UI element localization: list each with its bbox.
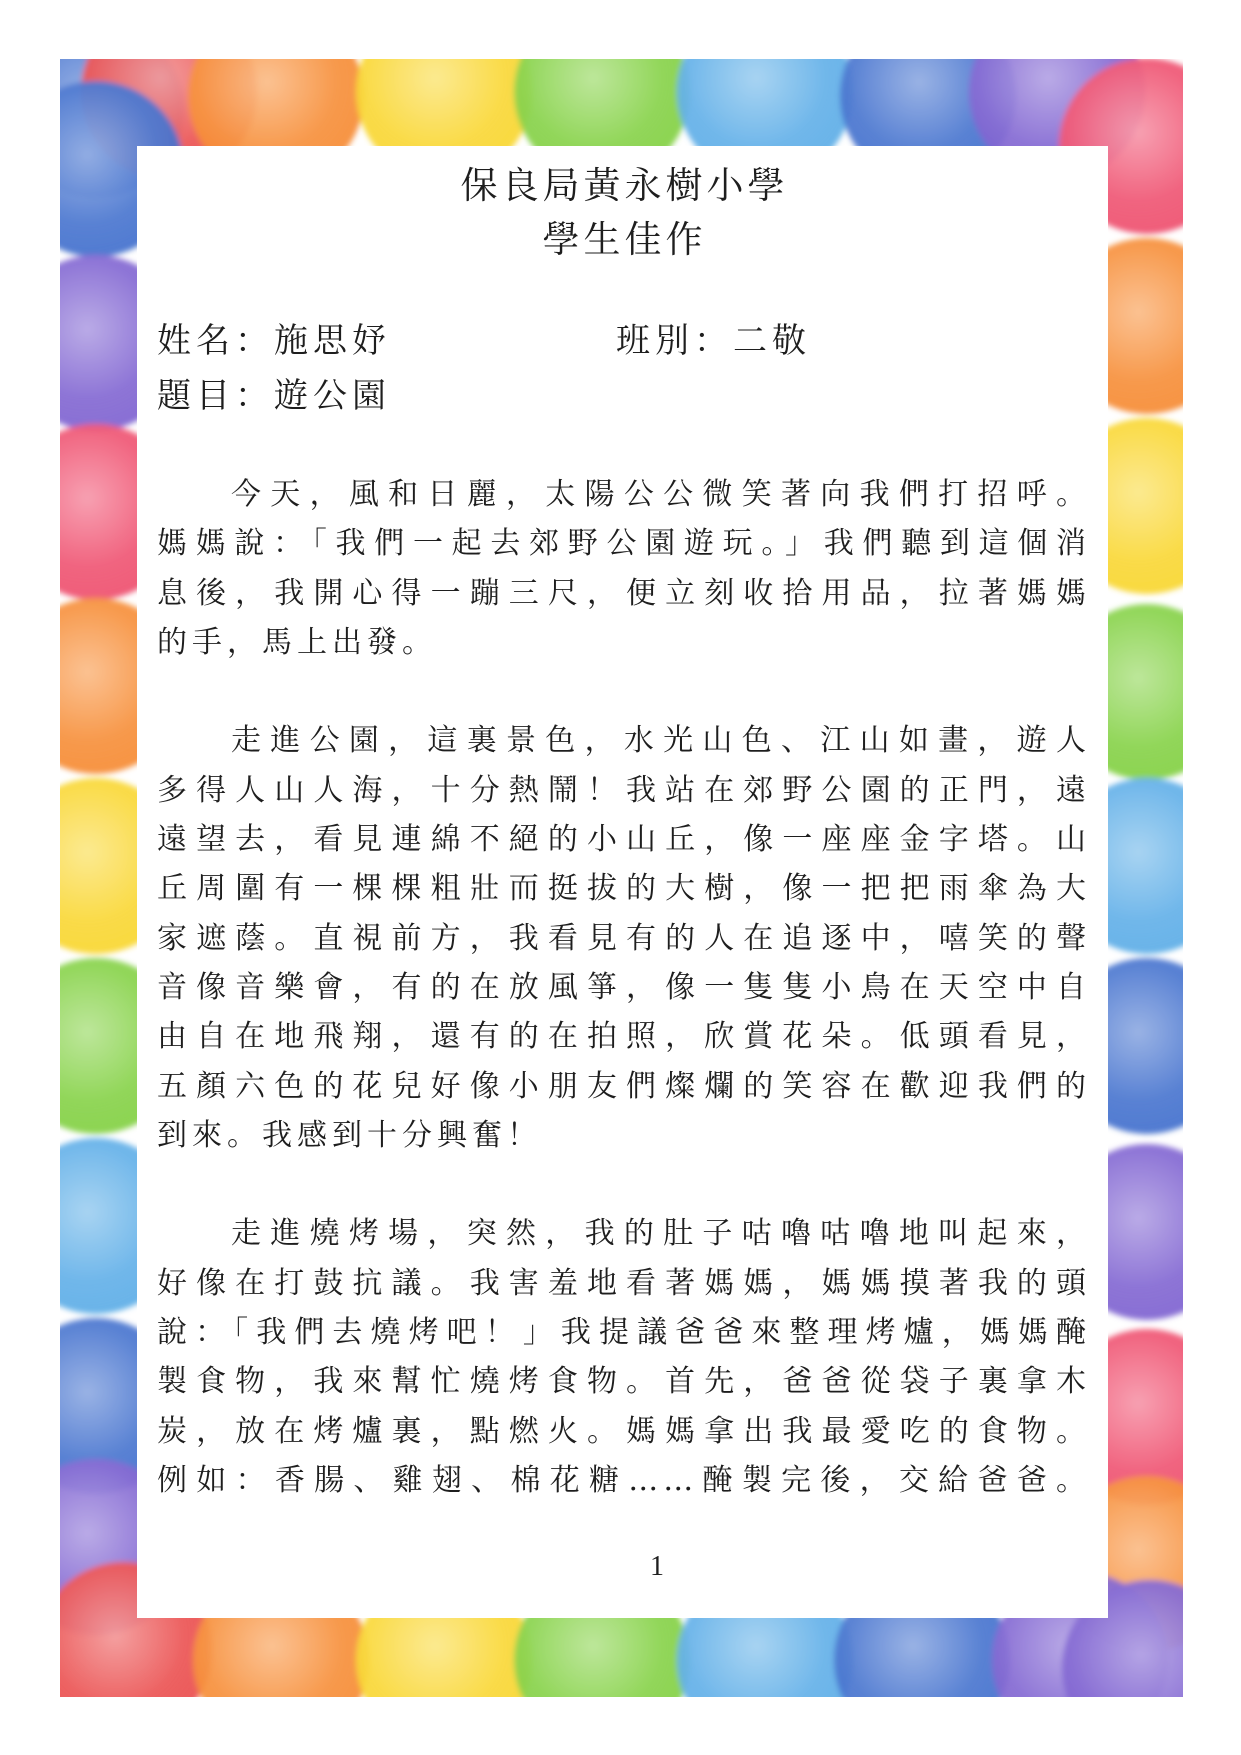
essay-line: 今天，風和日麗，太陽公公微笑著向我們打招呼。 [231,477,1091,512]
essay-line: 家遮蔭。直視前方，我看見有的人在追逐中，嘻笑的聲 [157,920,1091,956]
essay-line: 丘周圍有一棵棵粗壯而挺拔的大樹，像一把把雨傘為大 [157,871,1091,907]
essay-topic: 題目：遊公園 [157,376,391,416]
essay-line: 音像音樂會，有的在放風箏，像一隻隻小鳥在天空中自 [157,969,1091,1005]
essay-line: 遠望去，看見連綿不絕的小山丘，像一座座金字塔。山 [157,822,1091,858]
essay-line: 好像在打鼓抗議。我害羞地看著媽媽，媽媽摸著我的頭 [157,1265,1091,1301]
paragraph-3 [157,1209,1091,1505]
essay-line: 五顏六色的花兒好像小朋友們燦爛的笑容在歡迎我們的 [157,1068,1091,1104]
essay-line: 到來。我感到十分興奮！ [157,1117,542,1153]
essay-line: 走進公園，這裏景色，水光山色、江山如畫，遊人 [231,723,1091,759]
essay-line: 製食物，我來幫忙燒烤食物。首先，爸爸從袋子裏拿木 [157,1364,1091,1400]
page-number: 1 [650,1551,664,1582]
essay-line: 走進燒烤場，突然，我的肚子咕嚕咕嚕地叫起來， [231,1216,1091,1252]
essay-line: 的手，馬上出發。 [157,624,437,660]
student-class: 班別：二敬 [616,321,811,361]
essay-line: 息後，我開心得一蹦三尺，便立刻收拾用品，拉著媽媽 [157,575,1091,611]
student-name: 姓名：施思妤 [157,321,391,361]
essay-body [157,470,1091,1505]
essay-line: 多得人山人海，十分熱鬧！我站在郊野公園的正門，遠 [157,772,1091,808]
essay-line: 例如：香腸、雞翅、棉花糖……醃製完後，交給爸爸。 [157,1462,1091,1498]
paragraph-1 [157,470,1091,667]
essay-line: 媽媽說：「我們一起去郊野公園遊玩。」我們聽到這個消 [157,526,1091,562]
essay-line: 說：「我們去燒烤吧！」我提議爸爸來整理烤爐，媽媽醃 [157,1315,1091,1351]
school-name: 保良局黃永樹小學 [460,164,789,207]
essay-line: 由自在地飛翔，還有的在拍照，欣賞花朵。低頭看見， [157,1019,1091,1055]
page-subtitle: 學生佳作 [542,218,707,261]
paragraph-2 [157,716,1091,1160]
essay-line: 炭，放在烤爐裏，點燃火。媽媽拿出我最愛吃的食物。 [157,1413,1091,1449]
